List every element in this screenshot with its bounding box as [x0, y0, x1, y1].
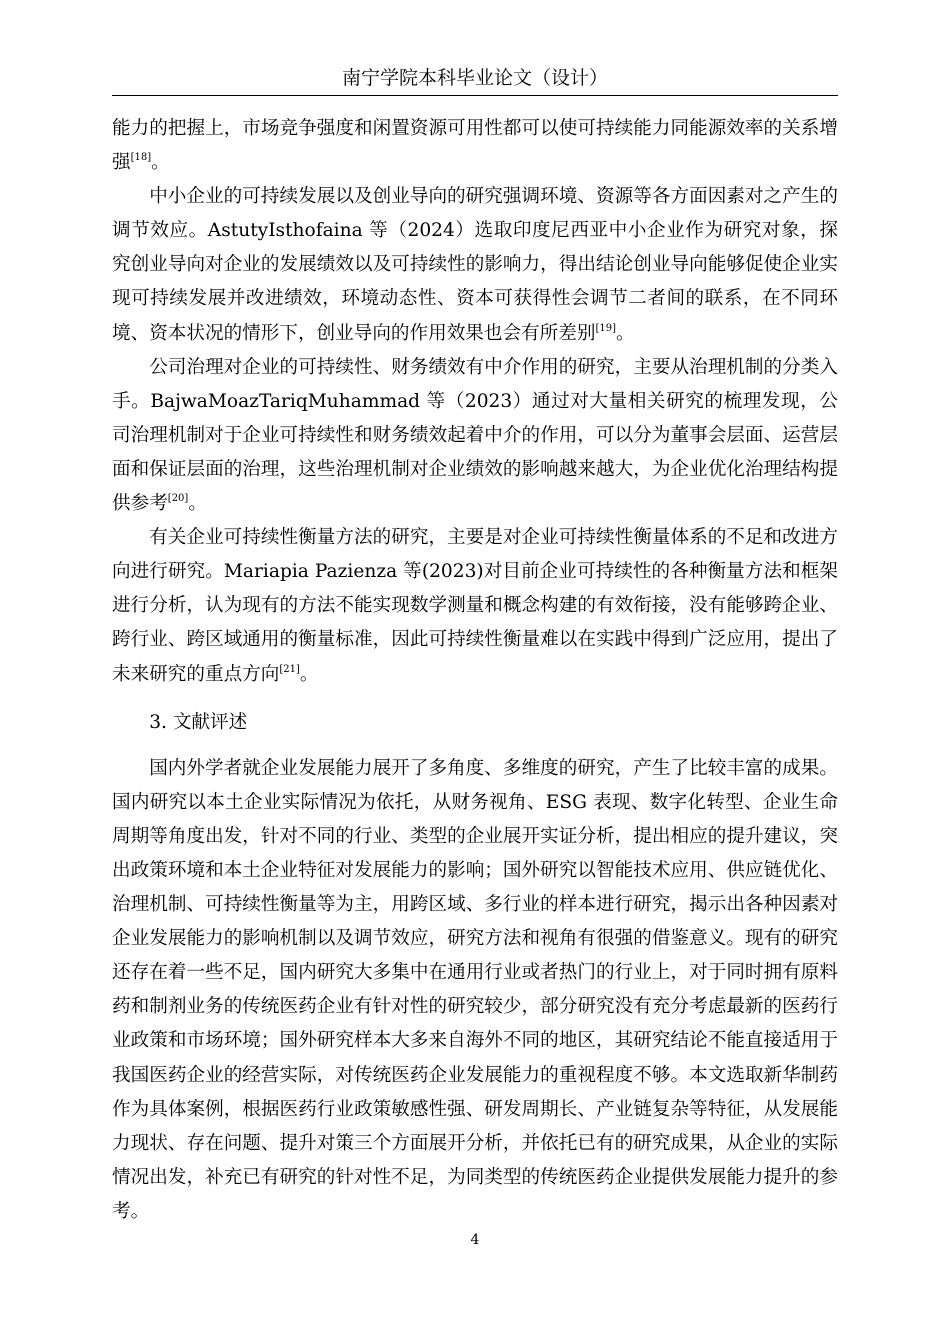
paragraph-tail: 。 [151, 152, 170, 174]
citation-ref: [18] [130, 152, 152, 164]
paragraph-continuation [112, 112, 838, 180]
citation-ref: [19] [595, 322, 616, 334]
page-number: 4 [470, 1232, 480, 1248]
paragraph-literature-review: 国内外学者就企业发展能力展开了多角度、多维度的研究，产生了比较丰富的成果。国内研究以本土企业实际情况为依托，从财务视角、ESG 表现、数字化转型、企业生命周期等角度出发，针对不同的行业、类型的企业展开实证分析，提出相应的提升建议，突出政策环境和本土企业特征对发展能力的影响；国外研究以智能技术应用、供应链优化、治理机制、可持续性衡量等为主，用跨区域、多行业的样本进行研究，揭示出各种因素对企业发展能力的影响机制以及调节效应，研究方法和视角有很强的借鉴意义。现有的研究还存在着一些不足，国内研究大多集中在通用行业或者热门的行业上，对于同时拥有原料药和制剂业务的传统医药企业有针对性的研究较少，部分研究没有充分考虑最新的医药行业政策和市场环境；国外研究样本大多来自海外不同的地区，其研究结论不能直接适用于我国医药企业的经营实际，对传统医药企业发展能力的重视程度不够。本文选取新华制药作为具体案例，根据医药行业政策敏感性强、研发周期长、产业链复杂等特征，从发展能力现状、存在问题、提升对策三个方面展开分析，并依托已有的研究成果，从企业的实际情况出发，补充已有研究的针对性不足，为同类型的传统医药企业提供发展能力提升的参考。 [112, 757, 838, 1222]
paragraph-text: 中小企业的可持续发展以及创业导向的研究强调环境、资源等各方面因素对之产生的调节效应。AstutyIsthofaina 等（2024）选取印度尼西亚中小企业作为研究对象，探究创业导向对企业的发展绩效以及可持续性的影响力，得出结论创业导向能够促使企业实现可持续发展并改进绩效，环境动态性、资本可获得性会调节二者间的联系，在不同环境、资本状况的情形下，创业导向的作用效果也会有所差别 [112, 186, 838, 344]
paragraph-sustainability-measurement [112, 521, 838, 691]
page-header: 南宁学院本科毕业论文（设计） [341, 67, 608, 89]
paragraph-tail: 。 [299, 663, 319, 685]
paragraph-sme-sustainability [112, 180, 838, 350]
citation-ref: [21] [279, 663, 300, 675]
document-body [112, 112, 838, 1229]
header-divider [112, 95, 838, 96]
paragraph-text: 能力的把握上，市场竞争强度和闲置资源可用性都可以使可持续能力同能源效率的关系增强 [112, 118, 838, 174]
paragraph-tail: 。 [615, 322, 635, 344]
citation-ref: [20] [167, 493, 189, 505]
section-heading: 3. 文献评述 [149, 711, 248, 733]
paragraph-corporate-governance [112, 351, 838, 521]
paragraph-text: 有关企业可持续性衡量方法的研究，主要是对企业可持续性衡量体系的不足和改进方向进行研究。Mariapia Pazienza 等(2023)对目前企业可持续性的各种衡量方法和框架进行分析，认为现有的方法不能实现数学测量和概念构建的有效衔接，没有能够跨企业、跨行业、跨区域通用的衡量标准，因此可持续性衡量难以在实践中得到广泛应用，提出了未来研究的重点方向 [112, 527, 838, 685]
paragraph-text: 公司治理对企业的可持续性、财务绩效有中介作用的研究，主要从治理机制的分类入手。BajwaMoazTariqMuhammad 等（2023）通过对大量相关研究的梳理发现，公司治理机制对于企业可持续性和财务绩效起着中介的作用，可以分为董事会层面、运营层面和保证层面的治理，这些治理机制对企业绩效的影响越来越大，为企业优化治理结构提供参考 [112, 356, 838, 515]
paragraph-tail: 。 [188, 493, 207, 515]
